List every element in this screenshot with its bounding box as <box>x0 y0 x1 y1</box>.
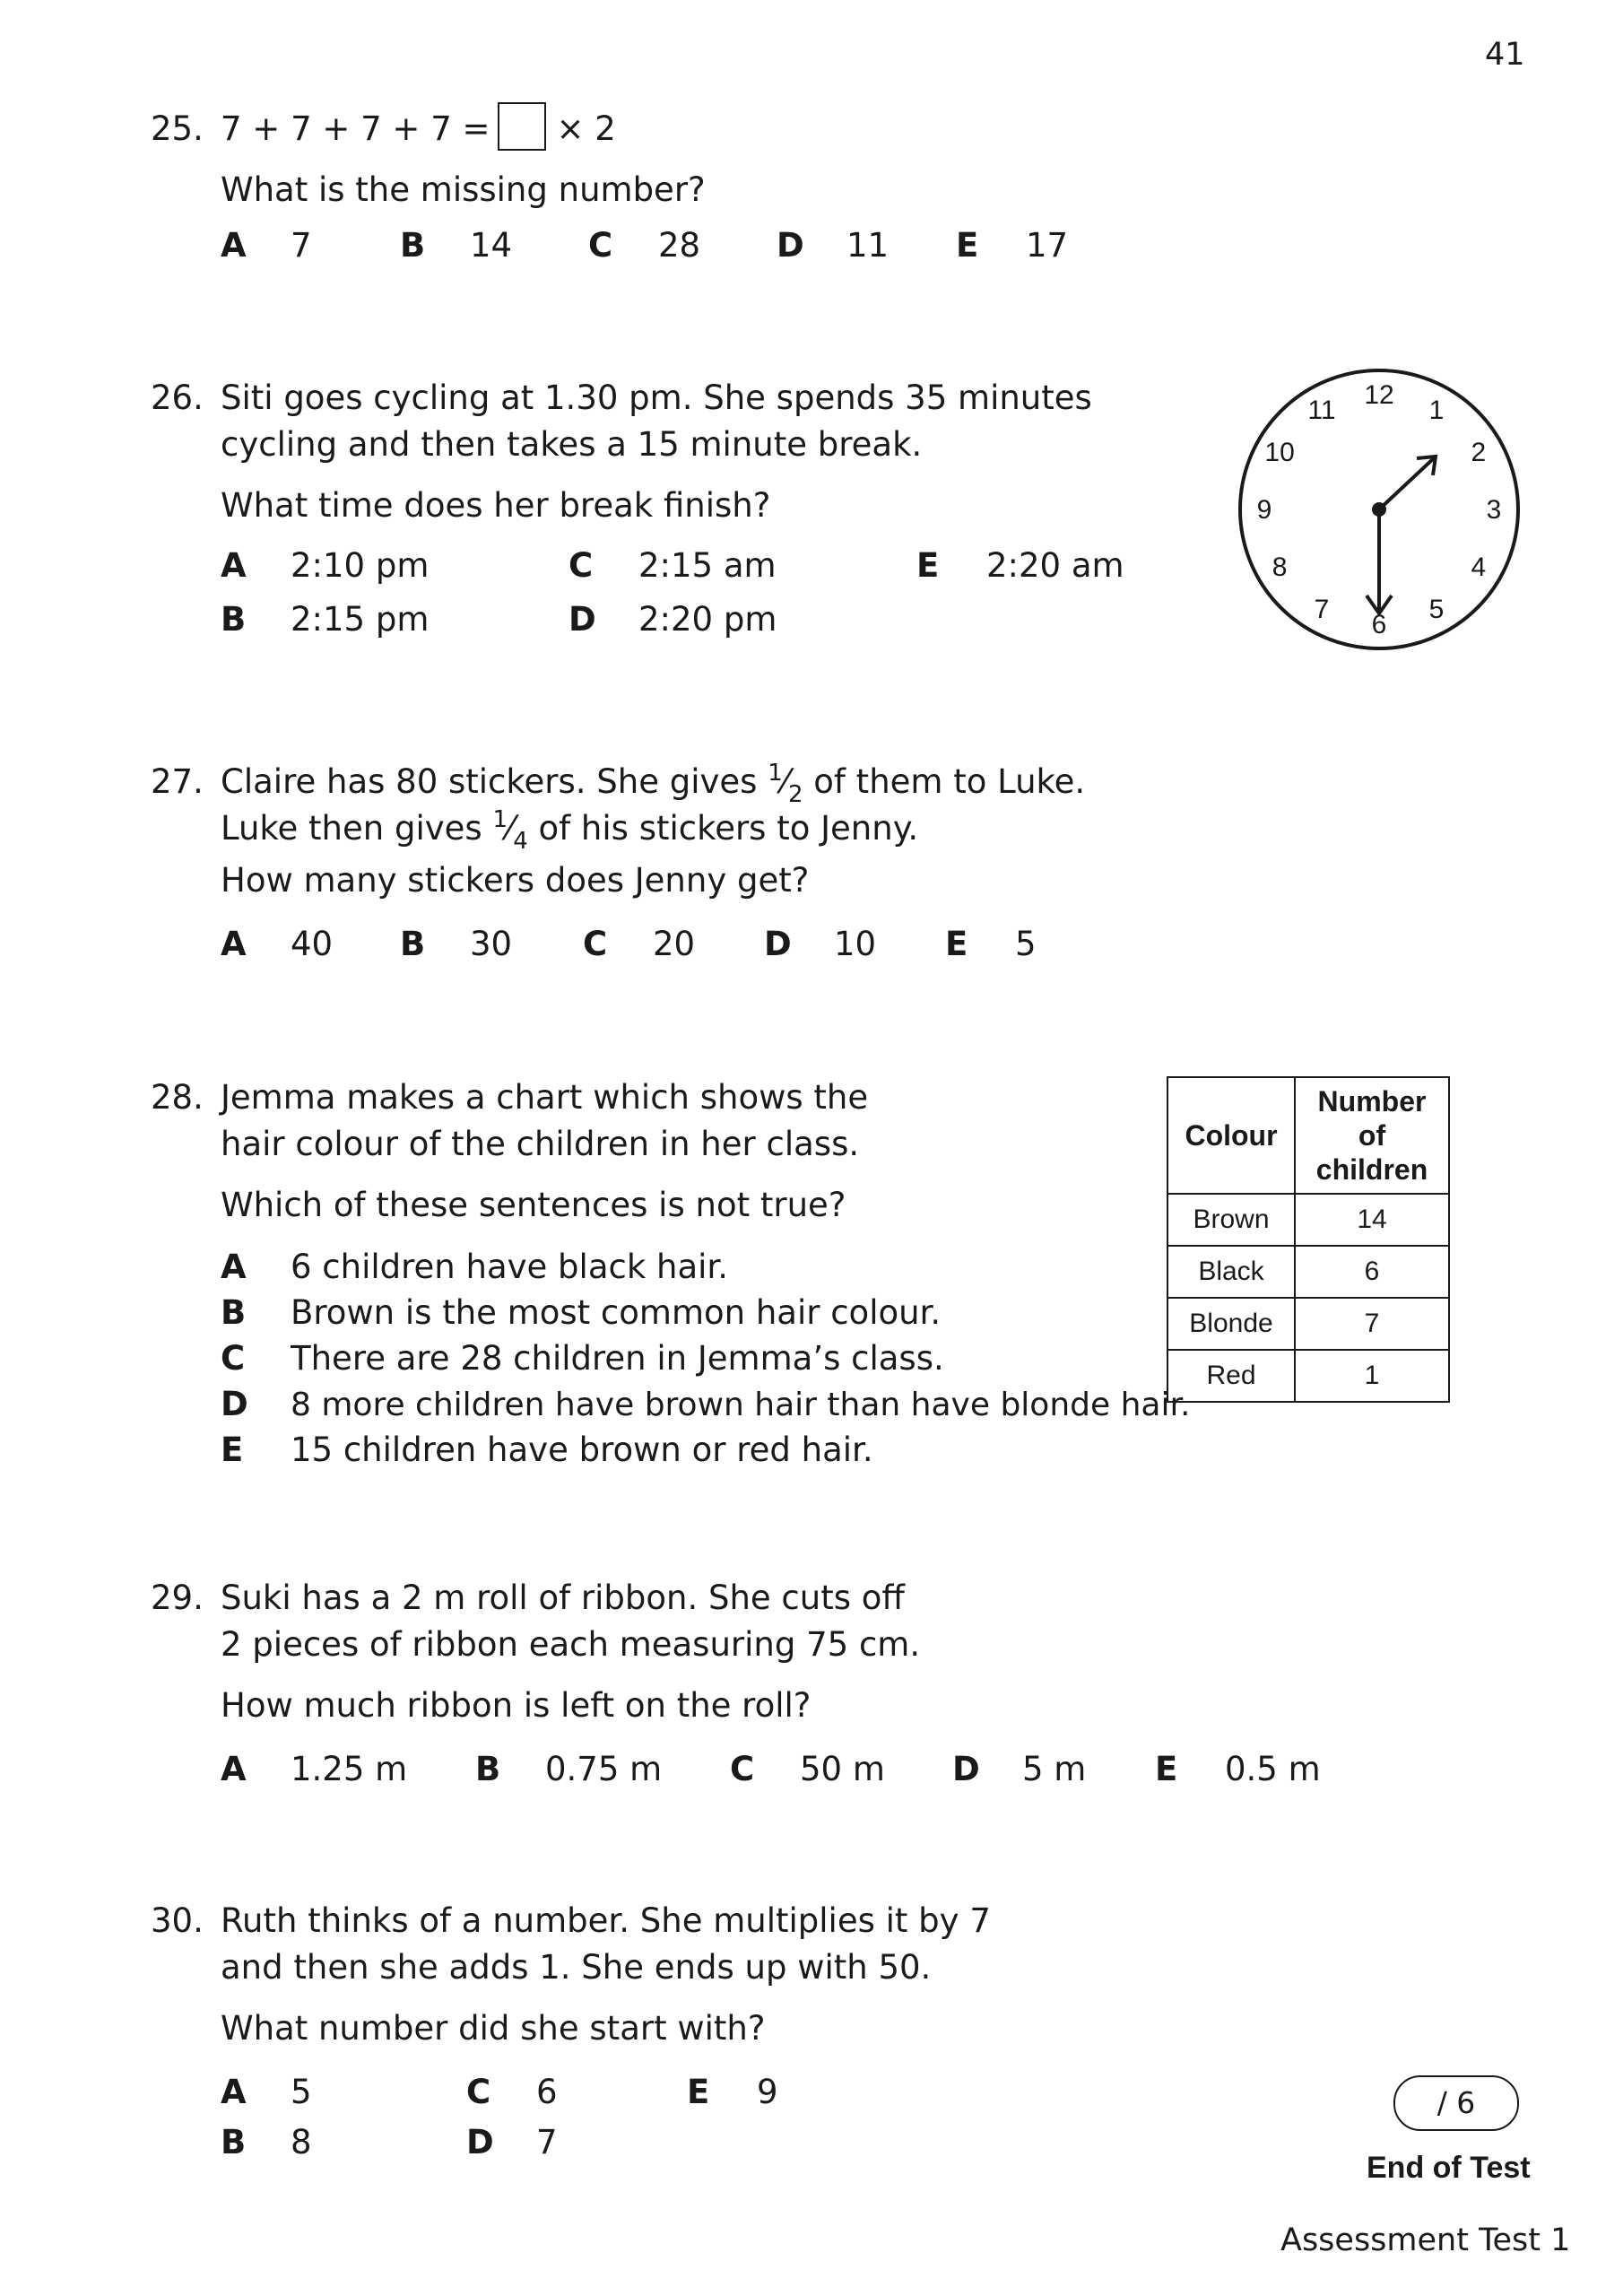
header-number-line-2: of <box>1358 1119 1386 1152</box>
hair-colour-table <box>1167 1076 1450 1403</box>
q25-equation <box>151 102 616 152</box>
option-value: 1.25 m <box>291 1750 408 1788</box>
option-value: 2:15 pm <box>291 600 430 639</box>
table-cell-colour: Red <box>1167 1350 1295 1402</box>
table-cell-colour: Brown <box>1167 1194 1295 1246</box>
header-number-line-3: children <box>1315 1153 1428 1186</box>
option-letter: B <box>221 1293 247 1332</box>
option-letter: D <box>952 1750 980 1788</box>
table-header-number <box>1295 1077 1449 1194</box>
fraction-numerator: 1 <box>768 760 783 787</box>
option-letter: B <box>400 226 426 265</box>
option-letter: C <box>568 546 594 585</box>
q25-eq-left: 7 + 7 + 7 + 7 = <box>221 109 490 148</box>
q25-option-e[interactable] <box>956 226 1069 265</box>
q29-option-e[interactable] <box>1155 1752 1321 1786</box>
option-value: 7 <box>291 226 312 265</box>
q27-text-2b: of his stickers to Jenny. <box>527 809 919 848</box>
q28-option-b[interactable] <box>221 1293 942 1332</box>
q30-option-a[interactable] <box>221 2075 312 2109</box>
q27-line-2 <box>221 796 918 865</box>
table-cell-count: 6 <box>1295 1246 1449 1298</box>
option-letter: A <box>221 925 247 963</box>
option-letter: C <box>730 1750 755 1788</box>
q28-option-a[interactable] <box>221 1248 729 1286</box>
q28-option-d[interactable] <box>221 1387 1190 1422</box>
option-letter: E <box>916 546 940 585</box>
clock-number-2: 2 <box>1471 438 1487 467</box>
option-letter: C <box>221 1339 246 1378</box>
option-value: 2:10 pm <box>291 546 430 585</box>
option-letter: E <box>221 1431 244 1469</box>
option-value: Brown is the most common hair colour. <box>291 1293 942 1332</box>
q30-question: What number did she start with? <box>221 2009 766 2048</box>
q27-text-1a: Claire has 80 stickers. She gives <box>221 762 768 801</box>
q28-question: Which of these sentences is not true? <box>221 1186 846 1224</box>
q29-line-2: 2 pieces of ribbon each measuring 75 cm. <box>221 1625 921 1664</box>
option-letter: A <box>221 2073 247 2111</box>
option-value: 0.5 m <box>1225 1750 1321 1788</box>
q29-option-c[interactable] <box>730 1752 885 1786</box>
option-value: 10 <box>834 925 877 963</box>
option-value: 5 m <box>1022 1750 1087 1788</box>
option-value: 15 children have brown or red hair. <box>291 1431 873 1469</box>
option-letter: E <box>1155 1750 1178 1788</box>
option-value: 0.75 m <box>545 1750 663 1788</box>
option-letter: B <box>221 600 247 639</box>
clock-number-7: 7 <box>1314 594 1330 624</box>
q29-line-1 <box>151 1575 905 1622</box>
option-letter: C <box>466 2073 491 2111</box>
clock-number-10: 10 <box>1264 438 1295 467</box>
header-number-line-1: Number <box>1317 1085 1427 1118</box>
q25-option-c[interactable] <box>588 226 701 265</box>
option-letter: B <box>221 2123 247 2161</box>
option-letter: E <box>687 2073 710 2111</box>
option-value: 7 <box>536 2123 558 2161</box>
option-value: 8 <box>291 2123 312 2161</box>
table-row <box>1167 1246 1449 1298</box>
clock-number-12: 12 <box>1364 380 1394 410</box>
fraction-denominator: 4 <box>513 828 528 855</box>
q28-line-1 <box>151 1074 868 1121</box>
q27-option-a[interactable] <box>221 927 333 961</box>
q25-answer-box <box>498 102 546 151</box>
q26-option-d[interactable] <box>568 600 777 639</box>
q27-number: 27. <box>151 762 204 801</box>
option-letter: D <box>466 2123 494 2161</box>
fraction-one-quarter: $^1⁄_4$ <box>492 806 528 855</box>
option-value: There are 28 children in Jemma’s class. <box>291 1339 944 1378</box>
option-value: 50 m <box>800 1750 885 1788</box>
q30-line-1 <box>151 1898 991 1944</box>
table-row <box>1167 1194 1449 1246</box>
q26-line-2: cycling and then takes a 15 minute break. <box>221 425 923 464</box>
option-value: 6 <box>536 2073 558 2111</box>
clock-number-3: 3 <box>1486 495 1502 525</box>
option-letter: B <box>475 1750 501 1788</box>
q29-number: 29. <box>151 1578 204 1617</box>
q28-option-c[interactable] <box>221 1339 944 1378</box>
table-cell-colour: Blonde <box>1167 1298 1295 1350</box>
table-cell-count: 14 <box>1295 1194 1449 1246</box>
table-header-colour: Colour <box>1167 1077 1295 1194</box>
q25-eq-right: × 2 <box>556 109 616 148</box>
q29-option-b[interactable] <box>475 1752 662 1786</box>
q27-option-c[interactable] <box>583 927 695 961</box>
q26-number: 26. <box>151 378 204 417</box>
option-value: 17 <box>1026 226 1069 265</box>
q29-option-a[interactable] <box>221 1752 407 1786</box>
q26-option-a[interactable] <box>221 546 430 585</box>
clock-number-11: 11 <box>1307 396 1336 426</box>
option-letter: D <box>221 1385 248 1423</box>
q25-option-d[interactable] <box>777 226 890 265</box>
option-value: 6 children have black hair. <box>291 1248 729 1286</box>
q30-option-b[interactable] <box>221 2123 312 2161</box>
clock-center <box>1372 502 1386 517</box>
table-header-row <box>1167 1077 1449 1194</box>
option-value: 2:20 am <box>986 546 1124 585</box>
option-letter: A <box>221 1750 247 1788</box>
option-value: 5 <box>291 2073 312 2111</box>
q28-number: 28. <box>151 1078 204 1117</box>
option-value: 9 <box>757 2073 778 2111</box>
clock-number-8: 8 <box>1271 552 1288 582</box>
q30-text-1: Ruth thinks of a number. She multiplies it by 7 <box>221 1901 991 1940</box>
q27-option-e[interactable] <box>945 927 1037 961</box>
option-letter: D <box>777 226 804 265</box>
option-letter: D <box>568 600 596 639</box>
clock-number-5: 5 <box>1428 594 1445 624</box>
q26-line-1 <box>151 375 1092 422</box>
option-value: 40 <box>291 925 334 963</box>
option-value: 28 <box>658 226 701 265</box>
option-letter: E <box>956 226 979 265</box>
footer-test-name: Assessment Test 1 <box>1280 2222 1571 2258</box>
page-number: 41 <box>1485 37 1525 73</box>
clock-number-6: 6 <box>1371 610 1387 639</box>
q27-text-1b: of them to Luke. <box>803 762 1086 801</box>
q27-question: How many stickers does Jenny get? <box>221 861 810 900</box>
q25-question: What is the missing number? <box>221 170 706 209</box>
q30-option-d[interactable] <box>466 2123 558 2161</box>
q29-text-1: Suki has a 2 m roll of ribbon. She cuts off <box>221 1578 905 1617</box>
option-value: 8 more children have brown hair than have blonde hair. <box>291 1387 1191 1423</box>
q26-option-e[interactable] <box>916 546 1124 585</box>
q27-option-b[interactable] <box>400 927 512 961</box>
score-box: / 6 <box>1393 2075 1519 2131</box>
option-value: 2:15 am <box>638 546 777 585</box>
q30-number: 30. <box>151 1901 204 1940</box>
q30-option-c[interactable] <box>466 2075 558 2109</box>
option-value: 14 <box>470 226 513 265</box>
q26-option-c[interactable] <box>568 546 777 585</box>
table-cell-count: 1 <box>1295 1350 1449 1402</box>
q30-line-2: and then she adds 1. She ends up with 50. <box>221 1948 932 1987</box>
option-value: 2:20 pm <box>638 600 777 639</box>
q26-question: What time does her break finish? <box>221 486 771 525</box>
end-of-test-label: End of Test <box>1367 2151 1531 2185</box>
q27-text-2a: Luke then gives <box>221 809 493 848</box>
q28-option-e[interactable] <box>221 1431 873 1469</box>
table-cell-colour: Black <box>1167 1246 1295 1298</box>
q25-option-a[interactable] <box>221 226 312 265</box>
q27-option-d[interactable] <box>764 927 876 961</box>
option-letter: C <box>588 226 613 265</box>
option-letter: A <box>221 226 247 265</box>
table-cell-count: 7 <box>1295 1298 1449 1350</box>
option-value: 11 <box>846 226 890 265</box>
q26-text-1: Siti goes cycling at 1.30 pm. She spends 35 minutes <box>221 378 1092 417</box>
clock-number-4: 4 <box>1471 552 1487 582</box>
q28-text-1: Jemma makes a chart which shows the <box>221 1078 869 1117</box>
option-value: 30 <box>470 925 513 963</box>
q25-number: 25. <box>151 109 204 148</box>
q29-question: How much ribbon is left on the roll? <box>221 1686 812 1725</box>
q29-option-d[interactable] <box>952 1752 1086 1786</box>
table-row <box>1167 1350 1449 1402</box>
option-letter: A <box>221 546 247 585</box>
table-row <box>1167 1298 1449 1350</box>
option-letter: E <box>945 925 968 963</box>
option-letter: D <box>764 925 792 963</box>
option-letter: C <box>583 925 608 963</box>
clock-number-1: 1 <box>1428 396 1445 426</box>
q25-option-b[interactable] <box>400 226 513 265</box>
fraction-one-half: $^1⁄_2$ <box>768 760 803 808</box>
option-letter: A <box>221 1248 247 1286</box>
option-value: 20 <box>653 925 696 963</box>
option-letter: B <box>400 925 426 963</box>
fraction-denominator: 2 <box>787 781 803 808</box>
q28-line-2: hair colour of the children in her class. <box>221 1125 860 1163</box>
option-value: 5 <box>1015 925 1037 963</box>
fraction-numerator: 1 <box>492 806 508 833</box>
clock-diagram <box>1227 359 1532 664</box>
clock-number-9: 9 <box>1256 495 1272 525</box>
q26-option-b[interactable] <box>221 600 430 639</box>
q30-option-e[interactable] <box>687 2075 778 2109</box>
